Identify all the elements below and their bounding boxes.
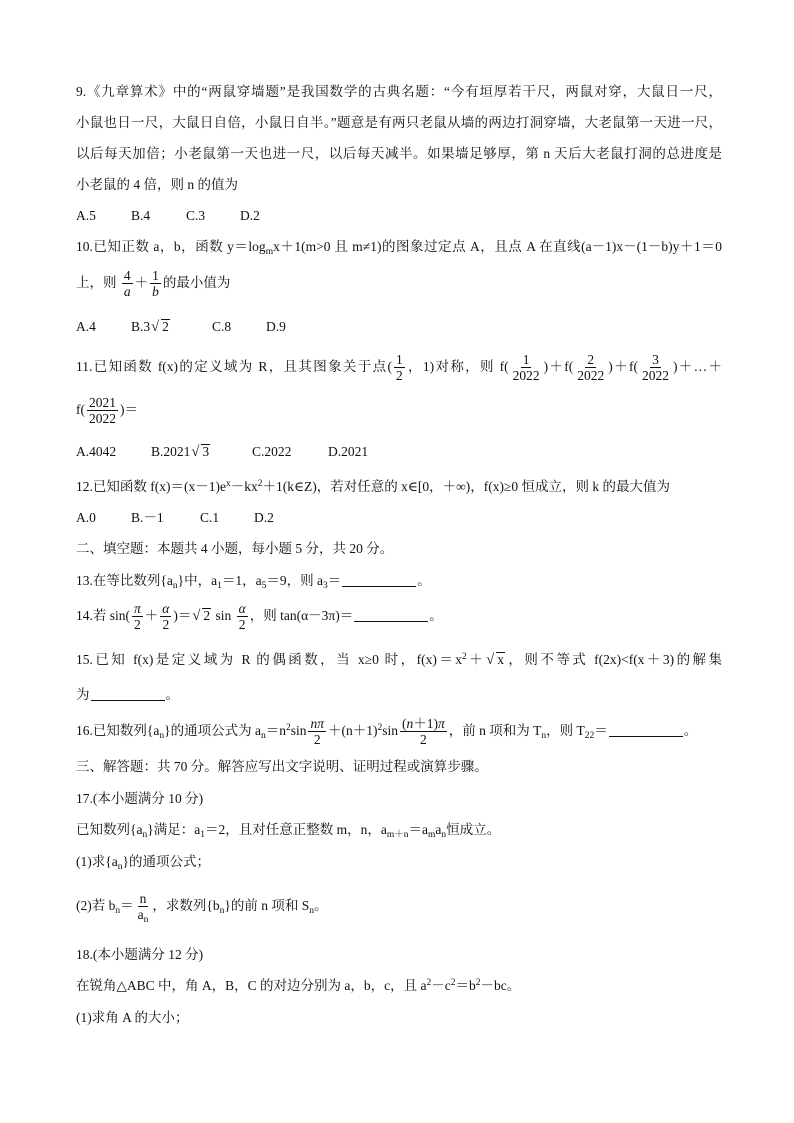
fraction-numerator (87, 395, 118, 411)
text-run: 2 (313, 732, 321, 748)
text-run: －c (431, 978, 451, 993)
text-run: 1 (395, 352, 403, 368)
subscript: 22 (584, 731, 595, 741)
text-run: ＝b (455, 978, 476, 993)
subscript: n (143, 915, 149, 926)
superscript: 2 (462, 652, 467, 662)
text-run: 。 (165, 687, 179, 702)
q15-stem-line-1 (76, 650, 722, 670)
fraction-denominator (87, 411, 118, 426)
text-run: ＋ (466, 652, 486, 667)
radicand: 2 (162, 319, 169, 334)
superscript: 2 (377, 723, 383, 733)
text-run: 已知数列{a (76, 822, 143, 837)
text-run: 2022 (577, 368, 605, 384)
q15-stem-line-2 (76, 685, 179, 705)
fraction (394, 352, 405, 383)
fraction (132, 601, 143, 632)
fraction (160, 601, 171, 632)
text-run: 为 (76, 687, 90, 702)
q9-option-d: D.2 (240, 208, 260, 223)
superscript: 2 (257, 479, 263, 489)
q13-stem-line-1 (76, 571, 431, 591)
text-run: ＝ (594, 723, 608, 738)
q9-option-c: C.3 (186, 208, 206, 223)
text-run: 上，则 (76, 275, 120, 290)
math-variable: α (162, 601, 170, 617)
subscript: m＋n (386, 830, 409, 840)
text-run: 。 (313, 898, 328, 913)
text-run: 2022 (512, 368, 540, 384)
math-variable: a (123, 284, 131, 300)
fraction-denominator (237, 617, 248, 632)
math-variable: α (238, 601, 246, 617)
text-run: ，则 tan(α－3π)＝ (249, 608, 354, 623)
text-run: ＝ (120, 898, 134, 913)
q12-option-b: B.－1 (131, 510, 164, 525)
fraction (640, 352, 671, 383)
text-run: }满足：a (147, 822, 201, 837)
q10-stem-line-2 (76, 268, 231, 300)
answer-blank (91, 687, 165, 701)
q11-option-d: D.2021 (328, 444, 369, 459)
text-run: ，求数列{b (152, 898, 220, 913)
text-run: 恒成立。 (446, 822, 501, 837)
text-run: 13.在等比数列{a (76, 573, 173, 588)
math-variable: n (406, 716, 414, 732)
text-run: 。 (683, 723, 698, 738)
fraction-denominator (312, 732, 323, 747)
subscript: 3 (322, 581, 328, 591)
text-run: 14.若 sin( (76, 608, 130, 623)
q11-options (76, 442, 722, 462)
text-run: ＝a (408, 822, 428, 837)
q10-option-c: C.8 (212, 319, 232, 334)
subscript: n (441, 830, 447, 840)
subscript: 1 (217, 581, 222, 591)
fraction (237, 601, 248, 632)
subscript: n (541, 731, 547, 741)
fraction-numerator (394, 352, 405, 368)
fraction-numerator (237, 601, 248, 617)
q9-option-b: B.4 (131, 208, 151, 223)
text-run: )＝ (173, 608, 192, 623)
text-run: 2 (587, 352, 595, 368)
text-run: a (435, 822, 442, 837)
q14-stem-line-1 (76, 601, 443, 633)
q17-title: 17.(本小题满分 10 分) (76, 791, 204, 806)
fraction (308, 716, 326, 747)
text-run: 2 (395, 368, 403, 384)
text-run: 10.已知正数 a，b，函数 y＝log (76, 239, 266, 254)
text-run: ＝n (265, 723, 286, 738)
text-run: sin (382, 723, 399, 738)
fraction (136, 891, 151, 926)
q18-part-1: (1)求角 A 的大小； (76, 1010, 189, 1025)
text-run: 11.已知函数 f(x)的定义域为 R，且其图象关于点( (76, 359, 392, 374)
text-run: (2)若 b (76, 898, 116, 913)
fraction-denominator (418, 732, 429, 747)
q9-options (76, 206, 722, 226)
radicand: x (497, 652, 504, 667)
fraction-denominator (640, 368, 671, 383)
fraction (87, 395, 118, 426)
radical (191, 442, 210, 462)
text-run: ＝9，则 a (266, 573, 323, 588)
math-variable: b (152, 284, 159, 300)
text-run: 2 (162, 617, 170, 633)
q11-stem-line-2 (76, 395, 138, 427)
radical (151, 317, 170, 337)
text-run: 2 (420, 732, 427, 748)
q12-option-d: D.2 (254, 510, 274, 525)
text-run: (1)求{a (76, 854, 118, 869)
text-run: sin (290, 723, 307, 738)
text-run: 16.已知数列{a (76, 723, 160, 738)
fraction (122, 268, 133, 299)
text-run: 4 (123, 268, 131, 284)
math-variable: π (438, 716, 445, 732)
fraction-numerator (308, 716, 326, 732)
text-run: ，则不等式 f(2x)<f(x＋3)的解集 (505, 652, 723, 667)
q9-stem-line-4: 小老鼠的 4 倍，则 n 的值为 (76, 177, 238, 192)
fraction-denominator (511, 368, 542, 383)
q9-option-a: A.5 (76, 208, 96, 223)
text-run: ，则 T (546, 723, 585, 738)
q18-title: 18.(本小题满分 12 分) (76, 947, 204, 962)
text-run: )＋f( (543, 359, 574, 374)
text-run: 15.已知 f(x)是定义域为 R 的偶函数，当 x≥0 时，f(x)＝x (76, 652, 463, 667)
q12-options (76, 508, 722, 528)
text-run: 的最小值为 (162, 275, 231, 290)
q10-option-d: D.9 (266, 319, 286, 334)
q10-stem-line-1 (76, 237, 722, 257)
section-2-heading: 二、填空题：本题共 4 小题，每小题 5 分，共 20 分。 (76, 541, 394, 556)
radical (192, 606, 211, 626)
text-run: B.2021 (151, 444, 191, 459)
subscript: n (115, 906, 121, 916)
q18-stem (76, 976, 520, 996)
text-run: ，1)对称，则 f( (406, 359, 509, 374)
q9-stem-line-1: 9.《九章算术》中的“两鼠穿墙题”是我国数学的古典名题：“今有垣厚若干尺，两鼠对穿，大鼠日一尺， (76, 84, 722, 99)
text-run: ＝2，且对任意正整数 m，n，a (204, 822, 387, 837)
answer-blank (342, 573, 416, 587)
text-run: B.3 (131, 319, 151, 334)
text-run: 2 (238, 617, 246, 633)
text-run: a (137, 907, 144, 923)
text-run: 1 (522, 352, 530, 368)
text-run: 。 (417, 573, 431, 588)
fraction-denominator (122, 284, 133, 299)
q10-option-a: A.4 (76, 319, 96, 334)
subscript: n (117, 862, 123, 872)
q17-stem (76, 820, 500, 840)
fraction-denominator (394, 368, 405, 383)
subscript: n (309, 906, 314, 916)
text-run: x＋1(m>0 且 m≠1)的图象过定点 A，且点 A 在直线(a－1)x－(1－b)y＋1＝0 (273, 239, 722, 254)
text-run: n (139, 891, 147, 907)
subscript: m (427, 830, 436, 840)
text-run: }的通项公式为 a (164, 723, 261, 738)
fraction-numerator (521, 352, 532, 368)
text-run: ( (402, 716, 407, 732)
text-run: 12.已知函数 f(x)＝(x－1)e (76, 479, 226, 494)
q12-option-a: A.0 (76, 510, 96, 525)
subscript: n (142, 830, 148, 840)
answer-blank (609, 723, 683, 737)
superscript: x (225, 479, 231, 489)
text-run: 1 (152, 268, 159, 284)
text-run: }中，a (177, 573, 218, 588)
text-run: －kx (230, 479, 258, 494)
q9-stem-line-2: 小鼠也日一尺，大鼠日自倍，小鼠日自半。”题意是有两只老鼠从墙的两边打洞穿墙，大老鼠第一天进一尺， (76, 115, 722, 130)
subscript: n (219, 906, 225, 916)
q11-option-a: A.4042 (76, 444, 117, 459)
text-run: ＋1) (413, 716, 439, 732)
subscript: 5 (261, 581, 267, 591)
q17-part-2 (76, 891, 328, 926)
text-run: ＝ (327, 573, 342, 588)
fraction-denominator (150, 284, 161, 299)
superscript: 2 (475, 978, 481, 988)
q10-option-b (131, 317, 171, 337)
superscript: 2 (285, 723, 291, 733)
q11-stem-line-1 (76, 352, 722, 384)
q16-stem-line-1 (76, 716, 698, 748)
q11-option-c: C.2022 (252, 444, 292, 459)
fraction-denominator (132, 617, 143, 632)
subscript: n (172, 581, 178, 591)
fraction (575, 352, 606, 383)
text-run: ＋ (134, 275, 149, 290)
text-run: 2 (134, 617, 141, 633)
fraction-numerator (650, 352, 661, 368)
q12-stem-line-1 (76, 477, 670, 497)
fraction-numerator (160, 601, 171, 617)
text-run: sin (212, 608, 235, 623)
text-run: ＝1，a (221, 573, 262, 588)
superscript: 2 (450, 978, 456, 988)
text-run: )＝ (120, 402, 138, 417)
section-3-heading: 三、解答题：共 70 分。解答应写出文字说明、证明过程或演算步骤。 (76, 759, 488, 774)
fraction-numerator (585, 352, 596, 368)
fraction-numerator (150, 268, 161, 284)
text-run: ＋(n＋1) (328, 723, 378, 738)
answer-blank (354, 608, 428, 622)
text-run: 在锐角△ABC 中，角 A，B，C 的对边分别为 a，b，c，且 a (76, 978, 427, 993)
fraction-numerator (138, 891, 149, 907)
q9-stem-line-3: 以后每天加倍；小老鼠第一天也进一尺，以后每天减半。如果墙足够厚，第 n 天后大老鼠打洞的总进度是 (76, 146, 722, 161)
superscript: 2 (426, 978, 432, 988)
text-run: ＋ (144, 608, 159, 623)
text-run: ，前 n 项和为 T (448, 723, 542, 738)
fraction (150, 268, 161, 299)
text-run: )＋…＋ (672, 359, 722, 374)
subscript: n (260, 731, 266, 741)
radicand: 2 (203, 608, 211, 623)
text-run: ＋1(k∈Z)，若对任意的 x∈[0，＋∞)，f(x)≥0 恒成立，则 k 的最大值为 (262, 479, 670, 494)
subscript: n (159, 731, 165, 741)
fraction (511, 352, 542, 383)
q11-option-b (151, 442, 211, 462)
text-run: 2022 (641, 368, 669, 384)
q12-option-c: C.1 (200, 510, 220, 525)
text-run: 2022 (89, 411, 116, 427)
radical (486, 650, 505, 670)
text-run: 2021 (89, 395, 116, 411)
q10-options (76, 317, 722, 337)
fraction-denominator (136, 907, 151, 926)
math-variable: π (134, 601, 141, 617)
radicand: 3 (202, 444, 210, 459)
text-run: f( (76, 402, 85, 417)
text-run: }的前 n 项和 S (224, 898, 310, 913)
subscript: 1 (200, 830, 205, 840)
math-variable: nπ (310, 716, 324, 732)
fraction-numerator (122, 268, 133, 284)
text-run: }的通项公式； (122, 854, 210, 869)
fraction (400, 716, 447, 747)
q17-part-1 (76, 852, 210, 872)
fraction-numerator (400, 716, 447, 732)
fraction-denominator (575, 368, 606, 383)
fraction-denominator (160, 617, 171, 632)
fraction-numerator (132, 601, 143, 617)
text-run: －bc。 (480, 978, 521, 993)
text-run: 。 (429, 608, 443, 623)
subscript: m (265, 247, 274, 257)
text-run: )＋f( (608, 359, 638, 374)
text-run: 3 (652, 352, 659, 368)
